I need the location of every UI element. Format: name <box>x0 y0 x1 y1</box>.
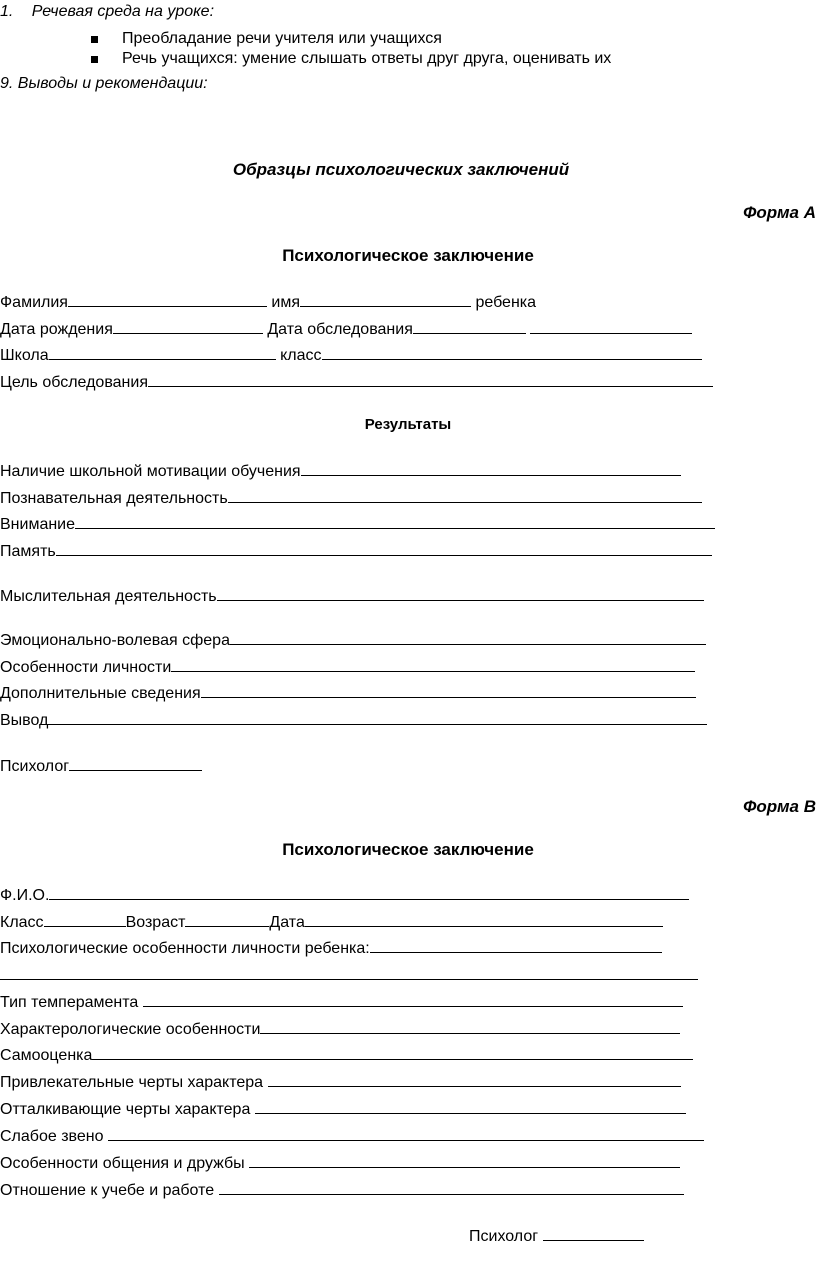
child-label: ребенка <box>475 294 537 311</box>
form-a-school-row <box>0 344 702 366</box>
form-b-field-row <box>0 1125 704 1147</box>
field-label: Самооценка <box>0 1047 93 1064</box>
field-line[interactable] <box>260 1018 680 1034</box>
form-b-field-row <box>0 1179 684 1201</box>
name-label: имя <box>271 294 300 311</box>
bullet-text: Преобладание речи учителя или учащихся <box>122 30 442 47</box>
form-a-field-row <box>0 656 695 678</box>
field-label: Тип темперамента <box>0 994 139 1011</box>
samples-title: Образцы психологических заключений <box>232 160 570 179</box>
psychologist-label: Психолог <box>0 758 70 775</box>
field-line[interactable] <box>75 513 715 529</box>
psychologist-signature-field[interactable] <box>543 1225 644 1241</box>
field-label: Дополнительные сведения <box>0 685 201 702</box>
list-item-1 <box>0 2 214 22</box>
field-label: Эмоционально-волевая сфера <box>0 632 230 649</box>
field-line[interactable] <box>249 1152 680 1168</box>
surname-field[interactable] <box>68 291 267 307</box>
field-line[interactable] <box>301 460 681 476</box>
exam-date-label: Дата обследования <box>267 321 413 338</box>
field-label: Отношение к учебе и работе <box>0 1182 215 1199</box>
surname-label: Фамилия <box>0 294 68 311</box>
form-a-field-row <box>0 540 712 562</box>
form-a-name-row <box>0 291 536 313</box>
form-b-label: Форма В <box>743 797 816 816</box>
school-label: Школа <box>0 347 49 364</box>
age-label: Возраст <box>125 914 186 931</box>
field-line[interactable] <box>219 1179 684 1195</box>
field-label: Мыслительная деятельность <box>0 588 217 605</box>
purpose-field[interactable] <box>148 371 713 387</box>
field-line[interactable] <box>92 1044 693 1060</box>
field-label: Слабое звено <box>0 1128 104 1145</box>
psychologist-signature-field[interactable] <box>69 755 202 771</box>
list-text: Речевая среда на уроке: <box>31 3 215 20</box>
form-a-field-row <box>0 629 706 651</box>
field-label: Познавательная деятельность <box>0 490 228 507</box>
name-field[interactable] <box>300 291 471 307</box>
form-b-field-row <box>0 1098 686 1120</box>
field-line[interactable] <box>268 1071 681 1087</box>
results-title: Результаты <box>364 416 452 433</box>
fio-field[interactable] <box>49 884 689 900</box>
form-b-title: Психологическое заключение <box>282 840 534 859</box>
form-a-field-row <box>0 460 681 482</box>
form-a-psychologist-row <box>0 755 202 777</box>
form-a-field-row <box>0 513 715 535</box>
age-field[interactable] <box>185 911 269 927</box>
field-line[interactable] <box>230 629 706 645</box>
field-label: Привлекательные черты характера <box>0 1074 264 1091</box>
features-continuation-field[interactable] <box>0 964 698 980</box>
form-a-field-row <box>0 487 702 509</box>
birth-date-field[interactable] <box>113 318 263 334</box>
school-field[interactable] <box>49 344 276 360</box>
field-line[interactable] <box>108 1125 704 1141</box>
field-line[interactable] <box>228 487 702 503</box>
square-bullet-icon <box>91 36 98 43</box>
field-line[interactable] <box>56 540 712 556</box>
field-line[interactable] <box>201 682 696 698</box>
form-a-dates-row <box>0 318 692 340</box>
field-label: Память <box>0 543 56 560</box>
form-b-features-row <box>0 937 662 959</box>
features-label: Психологические особенности личности ребенка: <box>0 940 370 957</box>
form-b-fio-row <box>0 884 689 906</box>
list-item-9: 9. Выводы и рекомендации: <box>0 75 208 92</box>
form-b-psychologist-row <box>469 1225 644 1247</box>
exam-date-field[interactable] <box>413 318 526 334</box>
birth-date-label: Дата рождения <box>0 321 113 338</box>
form-b-features-continuation <box>0 964 698 986</box>
field-label: Внимание <box>0 516 76 533</box>
field-line[interactable] <box>48 709 707 725</box>
field-label: Отталкивающие черты характера <box>0 1101 251 1118</box>
extra-date-field[interactable] <box>530 318 692 334</box>
form-a-label: Форма А <box>743 203 816 222</box>
form-b-field-row <box>0 991 683 1013</box>
date-label: Дата <box>269 914 305 931</box>
field-label: Особенности общения и дружбы <box>0 1155 245 1172</box>
class-field[interactable] <box>322 344 702 360</box>
field-label: Наличие школьной мотивации обучения <box>0 463 301 480</box>
field-line[interactable] <box>143 991 683 1007</box>
form-b-field-row <box>0 1018 680 1040</box>
field-line[interactable] <box>171 656 695 672</box>
fio-label: Ф.И.О. <box>0 887 50 904</box>
class-label: Класс <box>0 914 44 931</box>
form-a-purpose-row <box>0 371 713 393</box>
form-a-field-row <box>0 709 707 731</box>
field-label: Особенности личности <box>0 659 172 676</box>
field-label: Вывод <box>0 712 49 729</box>
class-field[interactable] <box>44 911 126 927</box>
field-line[interactable] <box>255 1098 686 1114</box>
date-field[interactable] <box>305 911 663 927</box>
purpose-label: Цель обследования <box>0 374 148 391</box>
psychologist-label: Психолог <box>469 1228 539 1245</box>
form-b-field-row <box>0 1071 681 1093</box>
features-field[interactable] <box>370 937 662 953</box>
form-a-field-row <box>0 682 696 704</box>
form-b-class-row <box>0 911 663 933</box>
list-number: 1. <box>0 3 14 20</box>
field-label: Характерологические особенности <box>0 1021 261 1038</box>
class-label: класс <box>280 347 322 364</box>
form-a-title: Психологическое заключение <box>282 246 534 265</box>
field-line[interactable] <box>217 585 704 601</box>
square-bullet-icon <box>91 56 98 63</box>
form-b-field-row <box>0 1044 693 1066</box>
form-b-field-row <box>0 1152 680 1174</box>
form-a-field-row <box>0 585 704 607</box>
bullet-text: Речь учащихся: умение слышать ответы друг друга, оценивать их <box>122 50 612 67</box>
